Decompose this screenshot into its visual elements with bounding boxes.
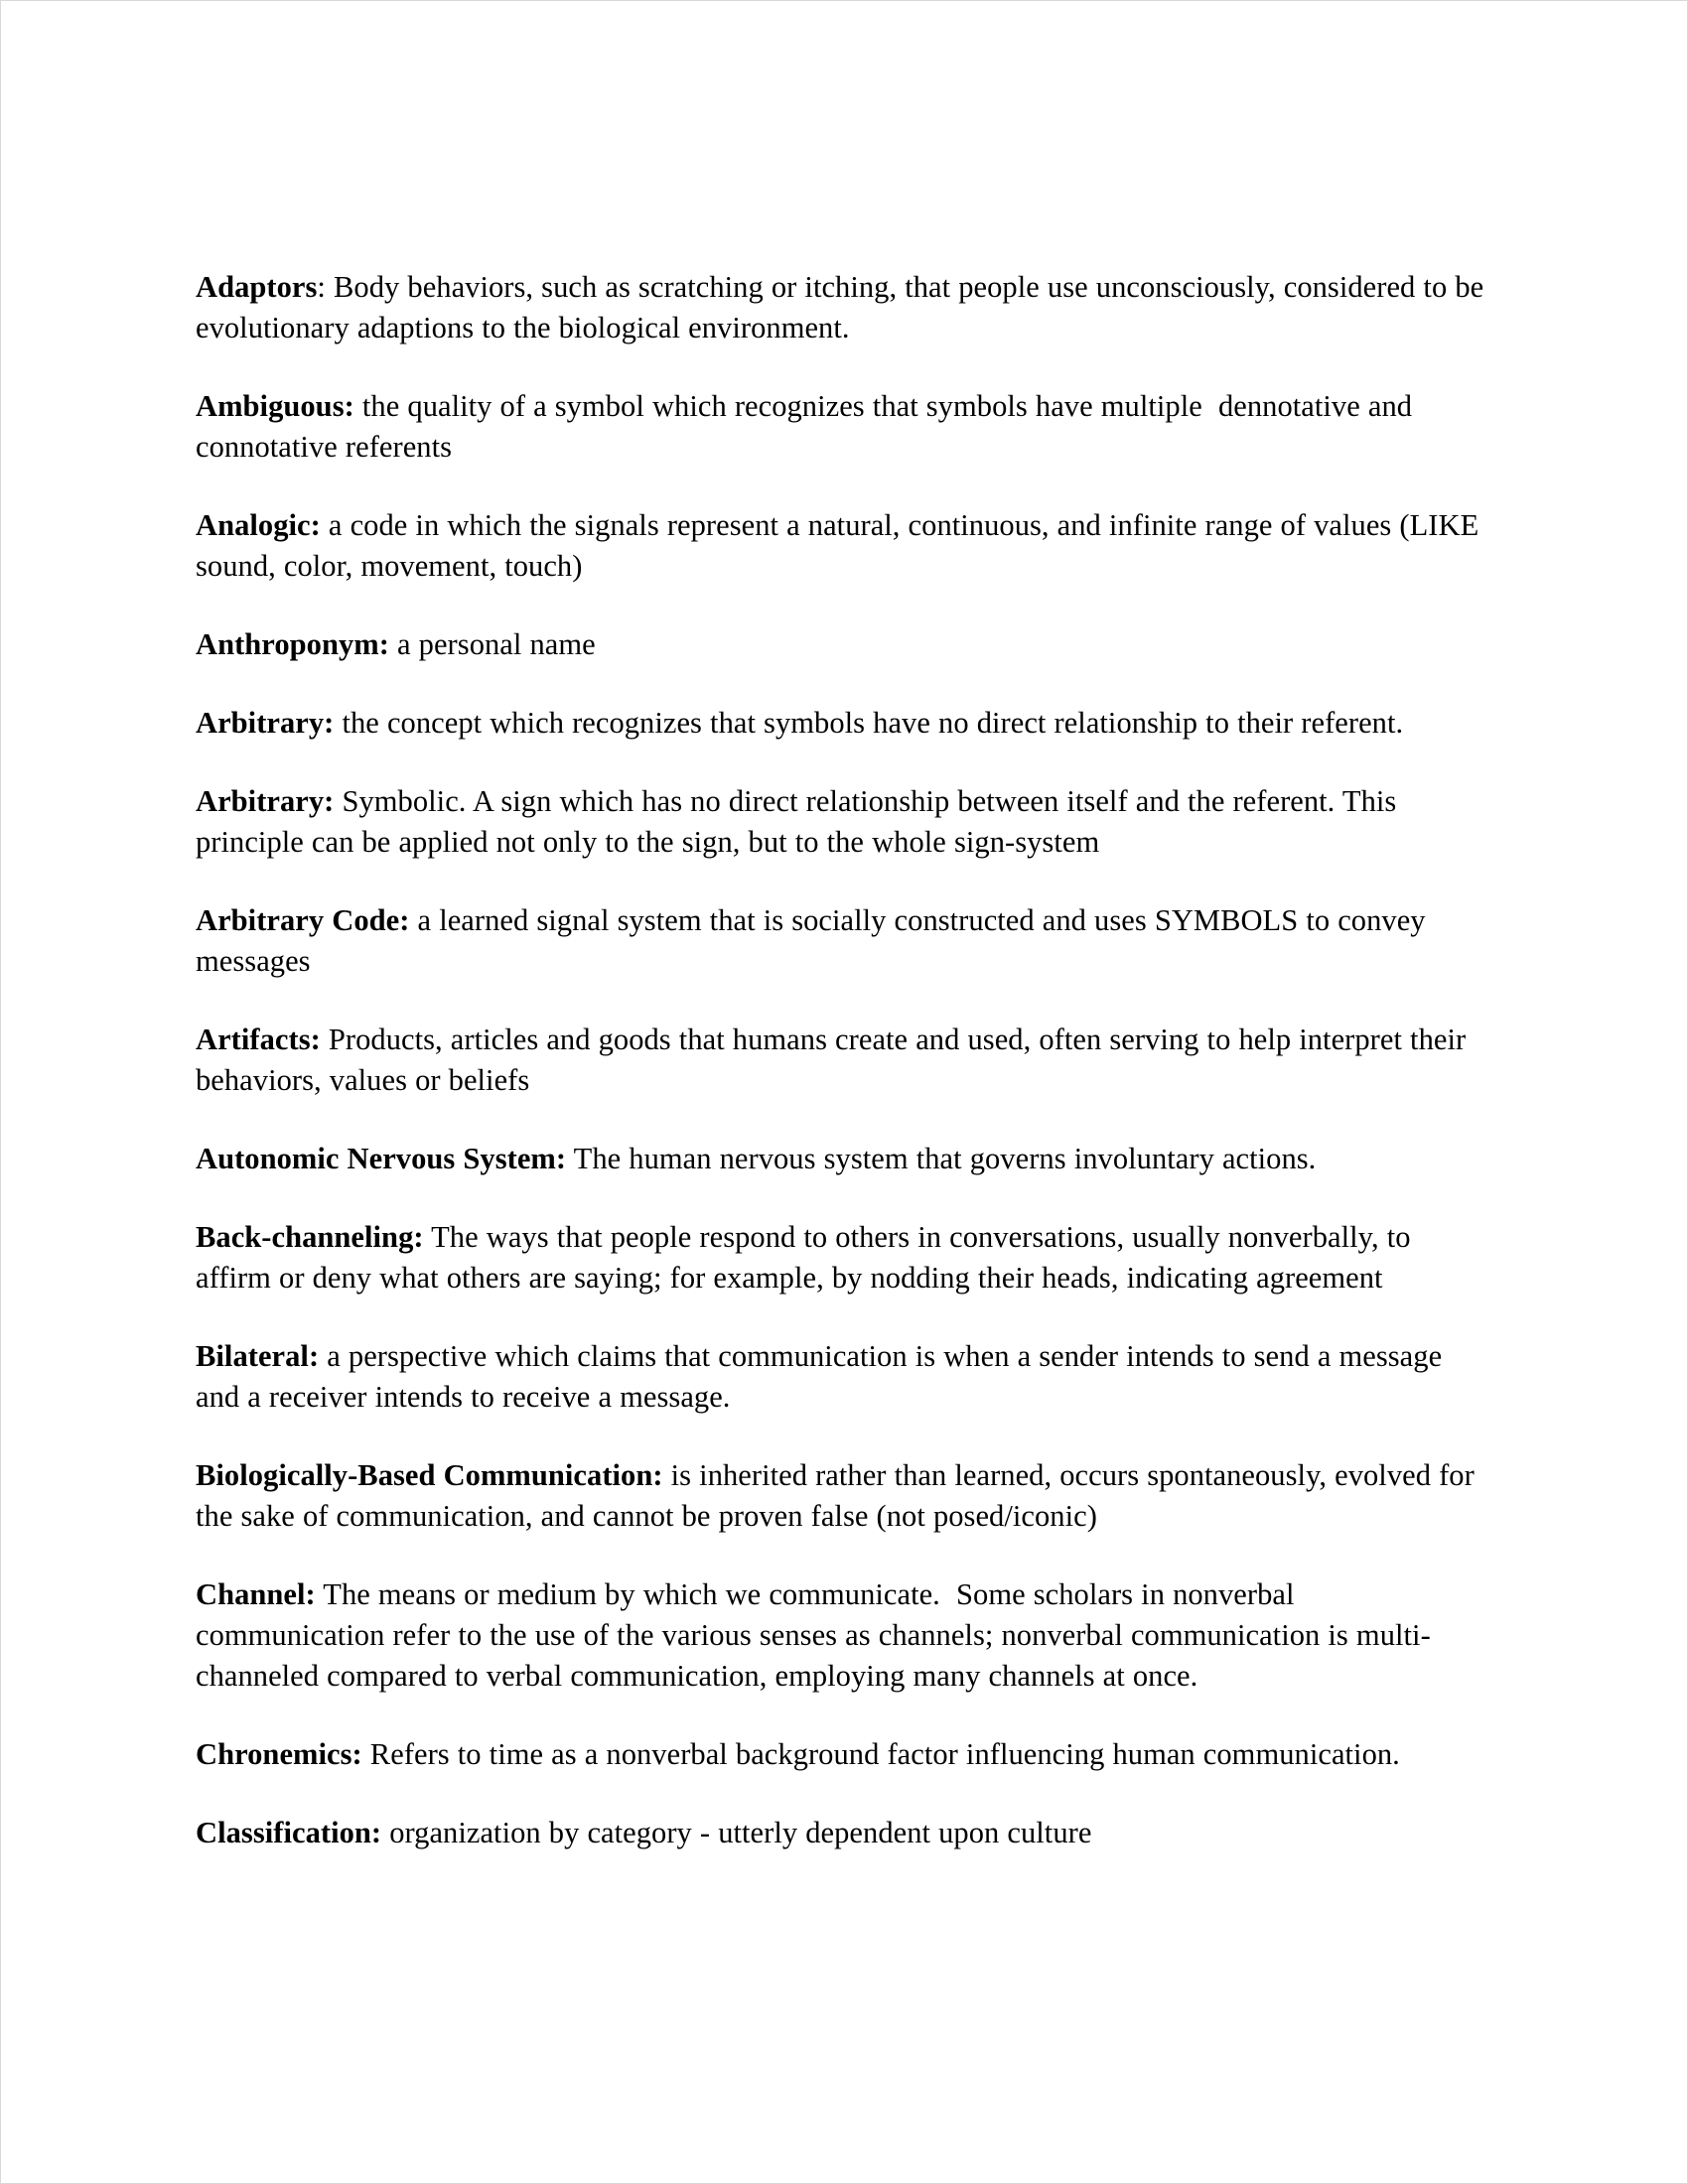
glossary-term: Arbitrary: (196, 706, 335, 741)
glossary-definition: is inherited rather than learned, occurs spontaneously, evolved for the sake of communication, and cannot be proven false (not posed/iconic) (196, 1458, 1482, 1534)
glossary-entry (196, 505, 1486, 587)
glossary-definition: the quality of a symbol which recognizes that symbols have multiple dennotative and connotative referents (196, 389, 1421, 465)
glossary-entry (196, 900, 1486, 982)
glossary-term: Bilateral: (196, 1339, 320, 1374)
glossary-entry (196, 267, 1492, 348)
glossary-entry (196, 781, 1486, 863)
glossary-term: Ambiguous: (196, 389, 354, 424)
glossary-entry (196, 1455, 1486, 1537)
glossary-term: Back-channeling: (196, 1220, 424, 1255)
glossary-definition: the concept which recognizes that symbols have no direct relationship to their referent. (334, 706, 1404, 741)
glossary-definition: Products, articles and goods that humans create and used, often serving to help interpret their behaviors, values or beliefs (196, 1023, 1475, 1098)
glossary-term: Autonomic Nervous System: (196, 1142, 567, 1176)
glossary-entry-list (196, 267, 1492, 1853)
glossary-definition: a learned signal system that is socially constructed and uses SYMBOLS to convey messages (196, 903, 1434, 979)
glossary-term: Adaptors (196, 270, 318, 304)
glossary-entry (196, 386, 1486, 468)
glossary-term: Chronemics: (196, 1737, 362, 1772)
glossary-definition: a code in which the signals represent a natural, continuous, and infinite range of values (LIKE sound, color, movement, touch) (196, 508, 1487, 584)
glossary-definition: organization by category - utterly dependent upon culture (381, 1816, 1092, 1850)
glossary-entry (196, 1734, 1486, 1775)
glossary-entry (196, 1139, 1486, 1179)
glossary-term: Analogic: (196, 508, 321, 543)
glossary-entry (196, 1217, 1486, 1298)
glossary-term: Channel: (196, 1577, 316, 1612)
glossary-term: Classification: (196, 1816, 382, 1850)
glossary-definition: Symbolic. A sign which has no direct relationship between itself and the referent. This principle can be applied not only to the sign, but to the whole sign-system (196, 784, 1405, 860)
glossary-definition: a perspective which claims that communication is when a sender intends to send a message and a receiver intends to receive a message. (196, 1339, 1451, 1415)
glossary-entry (196, 1020, 1486, 1101)
glossary-definition: The ways that people respond to others in conversations, usually nonverbally, to affirm or deny what others are saying; for example, by nodding their heads, indicating agreement (196, 1220, 1419, 1296)
glossary-term: Anthroponym: (196, 627, 389, 662)
glossary-term: Artifacts: (196, 1023, 321, 1057)
glossary-term: Biologically-Based Communication: (196, 1458, 663, 1493)
glossary-entry (196, 703, 1486, 744)
glossary-separator: : (317, 270, 326, 304)
glossary-term: Arbitrary: (196, 784, 335, 819)
glossary-definition: Refers to time as a nonverbal background factor influencing human communication. (361, 1737, 1400, 1772)
glossary-definition: Body behaviors, such as scratching or itching, that people use unconsciously, considered to be evolutionary adaptions to the biological environment. (196, 270, 1492, 345)
glossary-definition: The means or medium by which we communicate. Some scholars in nonverbal communication refer to the use of the various senses as channels; nonverbal communication is multi-channeled compared to verbal communication, employing many channels at once. (196, 1577, 1431, 1694)
glossary-entry (196, 1813, 1486, 1853)
glossary-entry (196, 624, 1486, 665)
glossary-definition: The human nervous system that governs involuntary actions. (566, 1142, 1317, 1176)
glossary-definition: a personal name (388, 627, 596, 662)
glossary-entry (196, 1574, 1486, 1697)
glossary-term: Arbitrary Code: (196, 903, 410, 938)
glossary-entry (196, 1336, 1486, 1418)
